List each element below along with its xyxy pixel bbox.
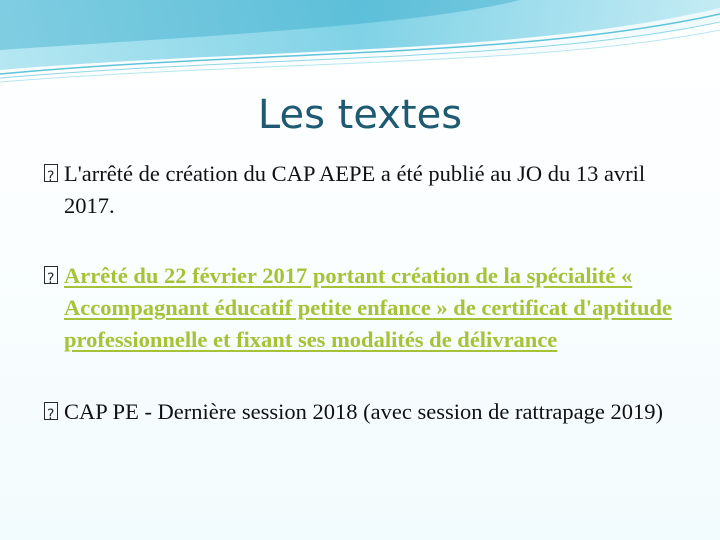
bullet-item	[44, 396, 684, 428]
bullet-marker-icon	[44, 164, 58, 182]
bullet-marker-icon	[44, 266, 58, 284]
slide-title	[0, 92, 720, 138]
bullet-text: CAP PE - Dernière session 2018 (avec session de rattrapage 2019)	[64, 399, 664, 424]
bullet-item	[44, 158, 684, 222]
slide-title-text: Les textes	[257, 92, 463, 138]
bullet-text: L'arrêté de création du CAP AEPE a été publié au JO du 13 avril 2017.	[64, 161, 646, 218]
decorative-wave-banner	[0, 0, 720, 90]
bullet-item	[44, 260, 684, 356]
bullet-marker-icon	[44, 402, 58, 420]
bullet-list	[44, 158, 684, 428]
decree-link[interactable]: Arrêté du 22 février 2017 portant création de la spécialité « Accompagnant éducatif petite enfance » de certificat d'aptitude professionnelle et fixant ses modalités de délivrance	[64, 263, 673, 352]
